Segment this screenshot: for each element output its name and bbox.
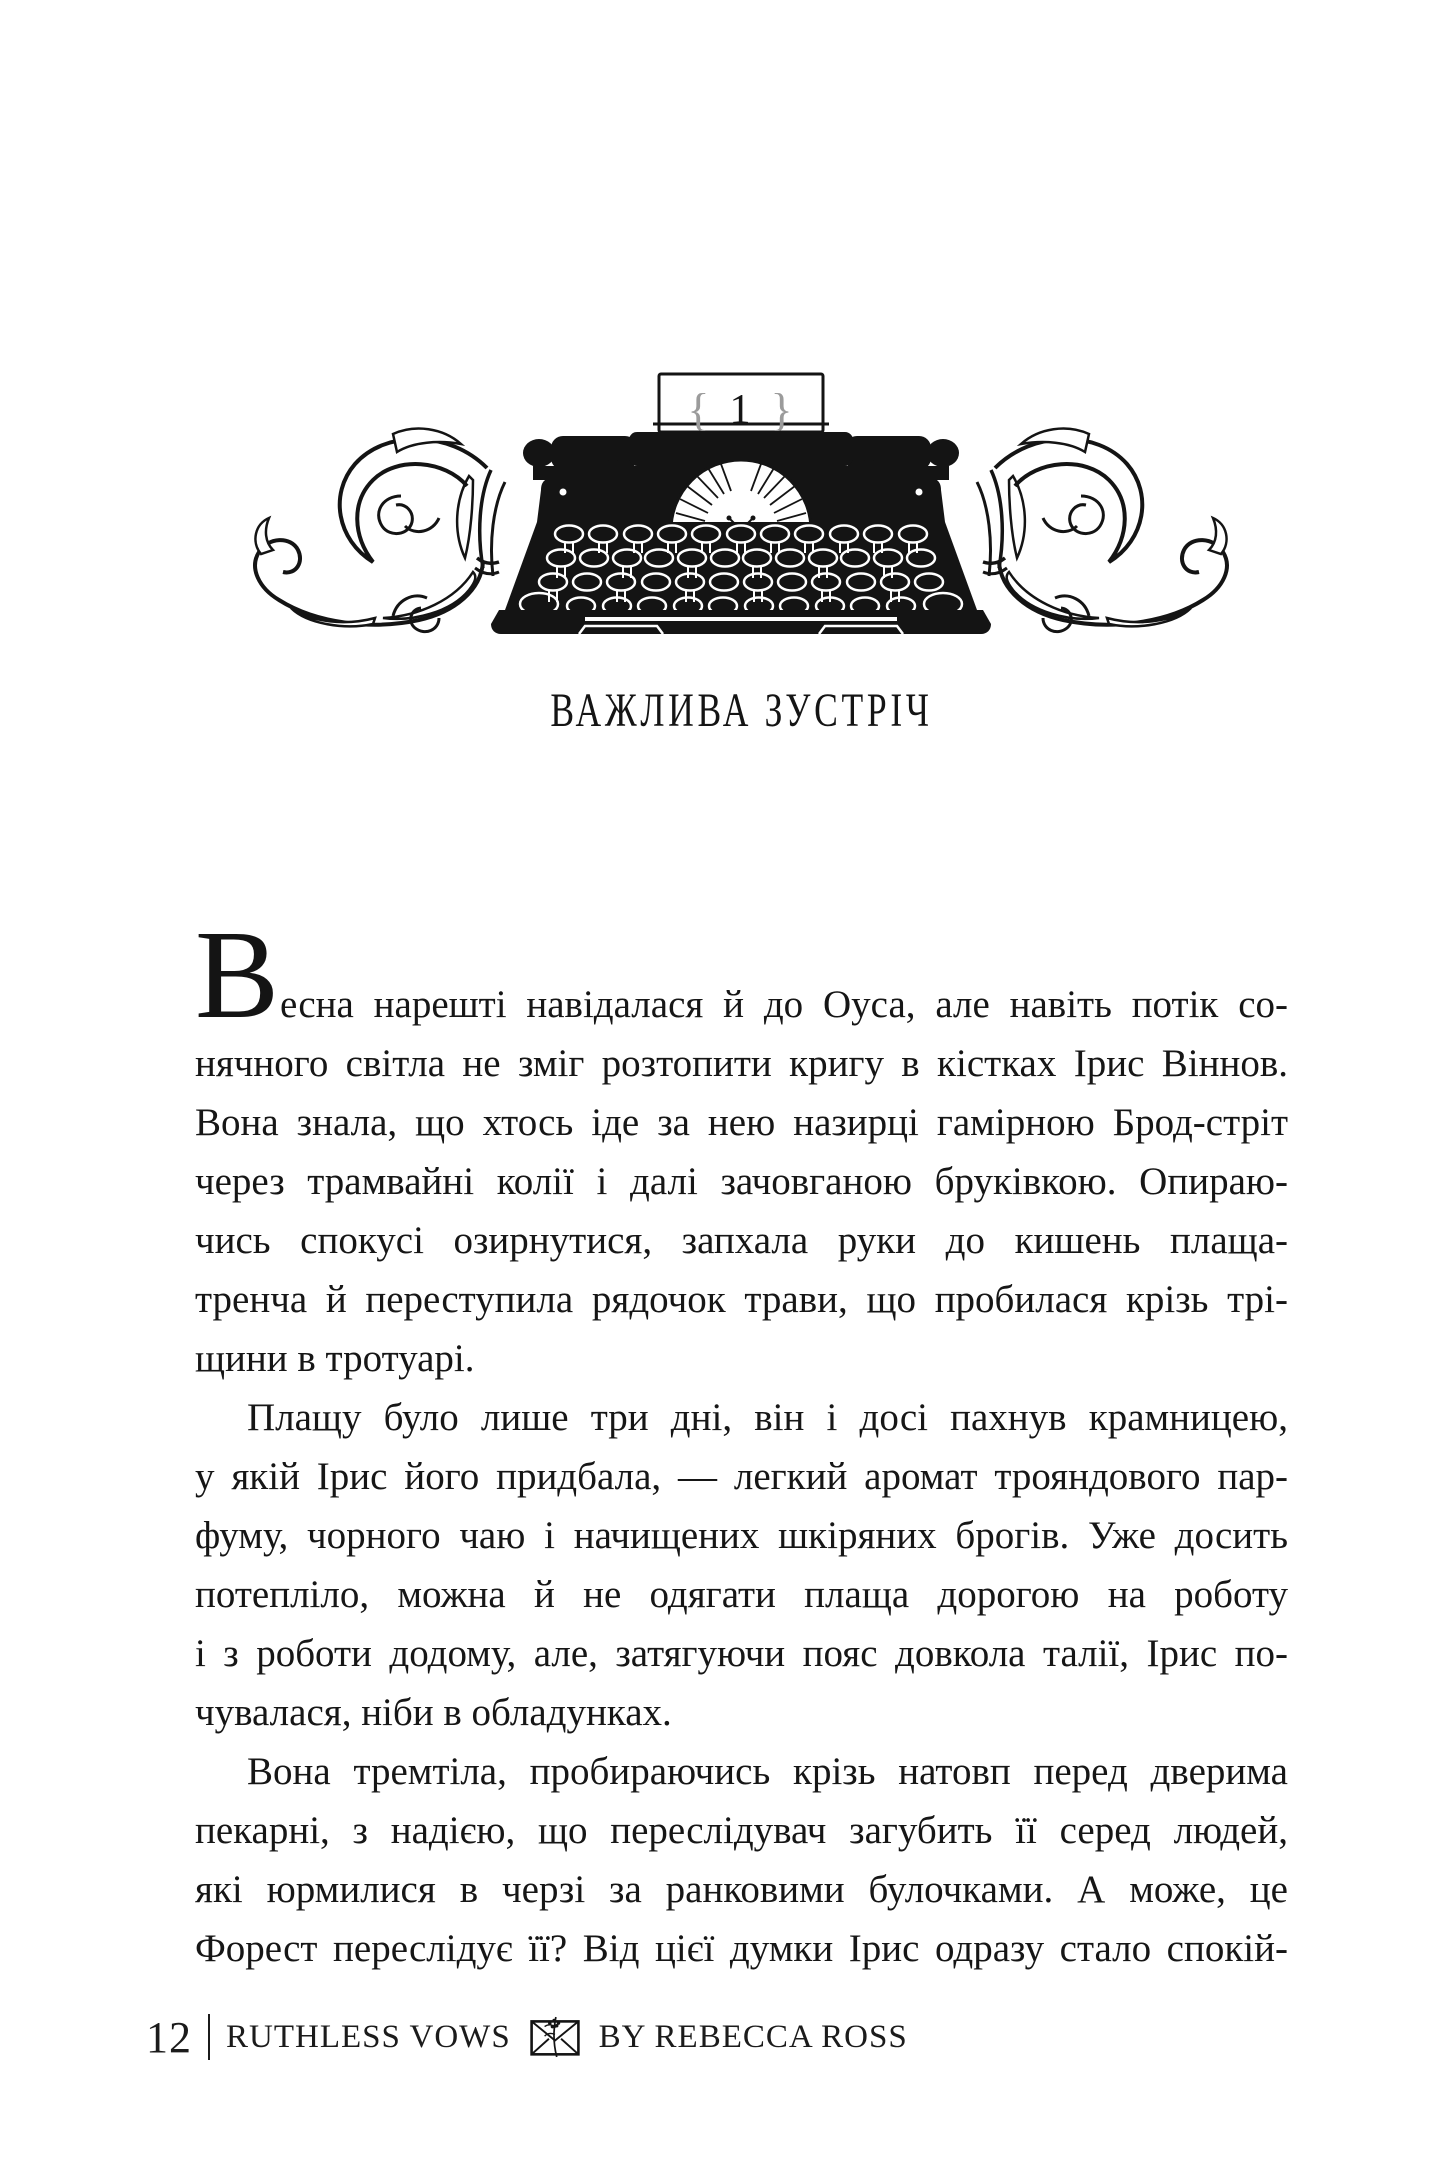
chapter-number-brace-right: } (770, 384, 795, 435)
byline: BY REBECCA ROSS (598, 2018, 908, 2055)
footer-divider (208, 2014, 210, 2060)
chapter-title: ВАЖЛИВА ЗУСТРІЧ (550, 684, 933, 737)
page-number: 12 (146, 2012, 192, 2062)
text-line: у якій Ірис його придбала, — легкий аромат трояндового пар- (195, 1455, 1288, 1498)
page-footer (146, 2012, 908, 2062)
text-line: Форест переслідує її? Від цієї думки Ірис одразу стало спокій- (195, 1927, 1288, 1970)
text-line: нячного світла не зміг розтопити кригу в кістках Ірис Віннов. (195, 1042, 1288, 1085)
chapter-number-brace-left: { (687, 384, 712, 435)
text-line: Плащу було лише три дні, він і досі пахнув крамницею, (247, 1396, 1288, 1439)
text-line (195, 906, 1288, 1045)
paragraph (195, 906, 1288, 1388)
text-line: щини в тротуарі. (195, 1337, 475, 1380)
text-line: Вона знала, що хтось іде за нею назирці гамірною Брод-стріт (195, 1101, 1288, 1144)
text-line: чувалася, ніби в обладунках. (195, 1691, 672, 1734)
chapter-number-value: 1 (729, 387, 753, 433)
text-line: пекарні, з надією, що переслідувач загубить її серед людей, (195, 1809, 1288, 1852)
body-text (195, 906, 1288, 1978)
book-title: RUTHLESS VOWS (226, 2018, 511, 2055)
text-line: чись спокусі озирнутися, запхала руки до кишень плаща- (195, 1219, 1288, 1262)
text-line: тренча й переступила рядочок трави, що пробилася крізь трі- (195, 1278, 1288, 1321)
paragraph (195, 1742, 1288, 1978)
text-line: через трамвайні колії і далі зачовганою бруківкою. Опираю- (195, 1160, 1288, 1203)
chapter-number (641, 385, 841, 435)
text-line: і з роботи додому, але, затягуючи пояс довкола талії, Ірис по- (195, 1632, 1288, 1675)
text-line: потепліло, можна й не одягати плаща дорогою на роботу (195, 1573, 1288, 1616)
text-line: Вона тремтіла, пробираючись крізь натовп перед дверима (247, 1750, 1288, 1793)
text-line: які юрмилися в черзі за ранковими булочками. А може, це (195, 1868, 1288, 1911)
drop-cap: В (195, 906, 281, 1045)
envelope-flower-icon (529, 2015, 581, 2059)
flourish-left-icon (255, 429, 505, 632)
paragraph (195, 1388, 1288, 1742)
text-line-content: есна нарешті навідалася й до Оуса, але навіть потік со- (280, 983, 1288, 1026)
text-line: фуму, чорного чаю і начищених шкіряних брогів. Уже досить (195, 1514, 1288, 1557)
flourish-right-icon (977, 429, 1227, 632)
